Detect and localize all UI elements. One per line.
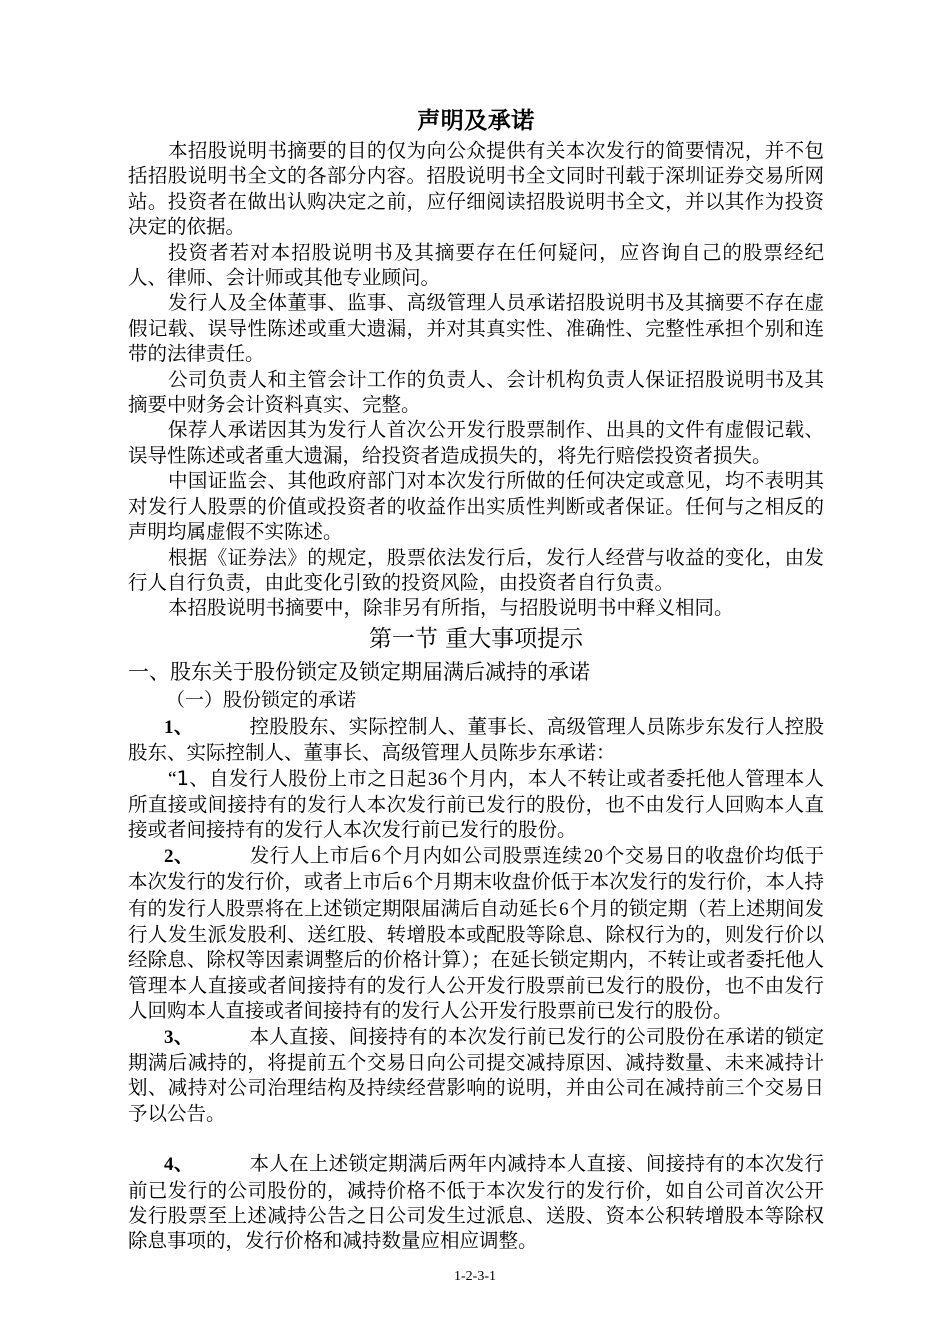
item2-months-2: 6: [402, 872, 413, 894]
commitment-item-2: [128, 843, 824, 1024]
item2-seg3: 个交易日的收盘价均低于本次发行的发行价，或者上市后: [128, 843, 824, 894]
item2-months-1: 6: [371, 845, 381, 867]
paragraph-sponsor: 保荐人承诺因其为发行人首次公开发行股票制作、出具的文件有虚假记载、误导性陈述或者重大遗漏，给投资者造成损失的，将先行赔偿投资者损失。: [128, 418, 824, 467]
paragraph-purpose: 本招股说明书摘要的目的仅为向公众提供有关本次发行的简要情况，并不包括招股说明书全文的各部分内容。招股说明书全文同时刊载于深圳证券交易所网站。投资者在做出认购决定之前，应仔细阅读招股说明书全文，并以其作为投资决定的依据。: [128, 139, 824, 239]
document-body: [128, 106, 824, 1254]
page-title: 声明及承诺: [417, 108, 535, 134]
paragraph-spacer: [128, 1126, 824, 1151]
quote-text-body: 个月内，本人不转让或者委托他人管理本人所直接或间接持有的发行人本次发行前已发行的股份，也不由发行人回购本人直接或者间接持有的发行人本次发行前已发行的股份。: [128, 766, 824, 842]
item2-months-3: 6: [559, 898, 569, 920]
item-marker-1: 1、: [164, 716, 194, 738]
item-text-1: 控股股东、实际控制人、董事长、高级管理人员陈步东发行人控股股东、实际控制人、董事长、高级管理人员陈步东承诺：: [128, 714, 824, 765]
heading-lockup-commitment: （一）股份锁定的承诺: [166, 688, 357, 711]
commitment-item-1: [128, 714, 824, 766]
open-quote-mark: “: [168, 768, 177, 790]
commitment-item-3: [128, 1024, 824, 1127]
paragraph-securities-law: 根据《证券法》的规定，股票依法发行后，发行人经营与收益的变化，由发行人自行负责，由此变化引致的投资风险，由投资者自行负责。: [128, 545, 824, 594]
item2-seg4: 个月期末收盘价低于本次发行的发行价，本人持有的发行人股票将在上述锁定期限届满后自动延长: [128, 870, 824, 920]
commitment-quote-1: [128, 766, 824, 843]
paragraph-definitions: 本招股说明书摘要中，除非另有所指，与招股说明书中释义相同。: [168, 596, 734, 620]
section-heading: 第一节 重大事项提示: [368, 625, 584, 652]
heading-shareholder-lockup: 一、股东关于股份锁定及锁定期届满后减持的承诺: [128, 659, 590, 684]
item-text-4: 本人在上述锁定期满后两年内减持本人直接、间接持有的本次发行前已发行的公司股份的，减持价格不低于本次发行的发行价，如自公司首次公开发行股票至上述减持公告之日公司发生过派息、送股、资本公积转增股本等除权除息事项的，发行价格和减持数量应相应调整。: [128, 1152, 824, 1253]
commitment-item-4: [128, 1151, 824, 1254]
item2-seg5: 个月的锁定期（若上述期间发行人发生派发股利、送红股、转增股本或配股等除息、除权行为的，则发行价以经除息、除权等因素调整后的价格计算）；在延长锁定期内，不转让或者委托他人管理本人直接或者间接持有的发行人公开发行股票前已发行的股份，也不由发行人回购本人直接或者间接持有的发行人公开发行股票前已发行的股份。: [128, 896, 824, 1023]
paragraph-investor-questions: 投资者若对本招股说明书及其摘要存在任何疑问，应咨询自己的股票经纪人、律师、会计师或其他专业顾问。: [128, 240, 824, 290]
item2-seg1: 发行人上市后: [249, 843, 370, 867]
quote-text-prefix: 1、自发行人股份上市之日起: [176, 766, 427, 790]
item-marker-4: 4、: [164, 1154, 194, 1176]
item2-seg2: 个月内如公司股票连续: [382, 843, 583, 867]
page-footer: 1-2-3-1: [454, 1269, 496, 1284]
lockup-months-value: 36: [427, 768, 447, 790]
paragraph-csrc: 中国证监会、其他政府部门对本次发行所做的任何决定或意见，均不表明其对发行人股票的价值或投资者的收益作出实质性判断或者保证。任何与之相反的声明均属虚假不实陈述。: [128, 469, 824, 544]
item2-trading-days: 20: [583, 845, 603, 867]
item-marker-2: 2、: [164, 845, 194, 867]
item-text-3: 本人直接、间接持有的本次发行前已发行的公司股份在承诺的锁定期满后减持的，将提前五个交易日向公司提交减持原因、减持数量、未来减持计划、减持对公司治理结构及持续经营影响的说明，并由公司在减持前三个交易日予以公告。: [128, 1024, 824, 1125]
paragraph-issuer-directors: 发行人及全体董事、监事、高级管理人员承诺招股说明书及其摘要不存在虚假记载、误导性陈述或重大遗漏，并对其真实性、准确性、完整性承担个别和连带的法律责任。: [128, 291, 824, 366]
paragraph-accounting-officer: 公司负责人和主管会计工作的负责人、会计机构负责人保证招股说明书及其摘要中财务会计资料真实、完整。: [128, 367, 824, 417]
item-marker-3: 3、: [164, 1026, 194, 1048]
